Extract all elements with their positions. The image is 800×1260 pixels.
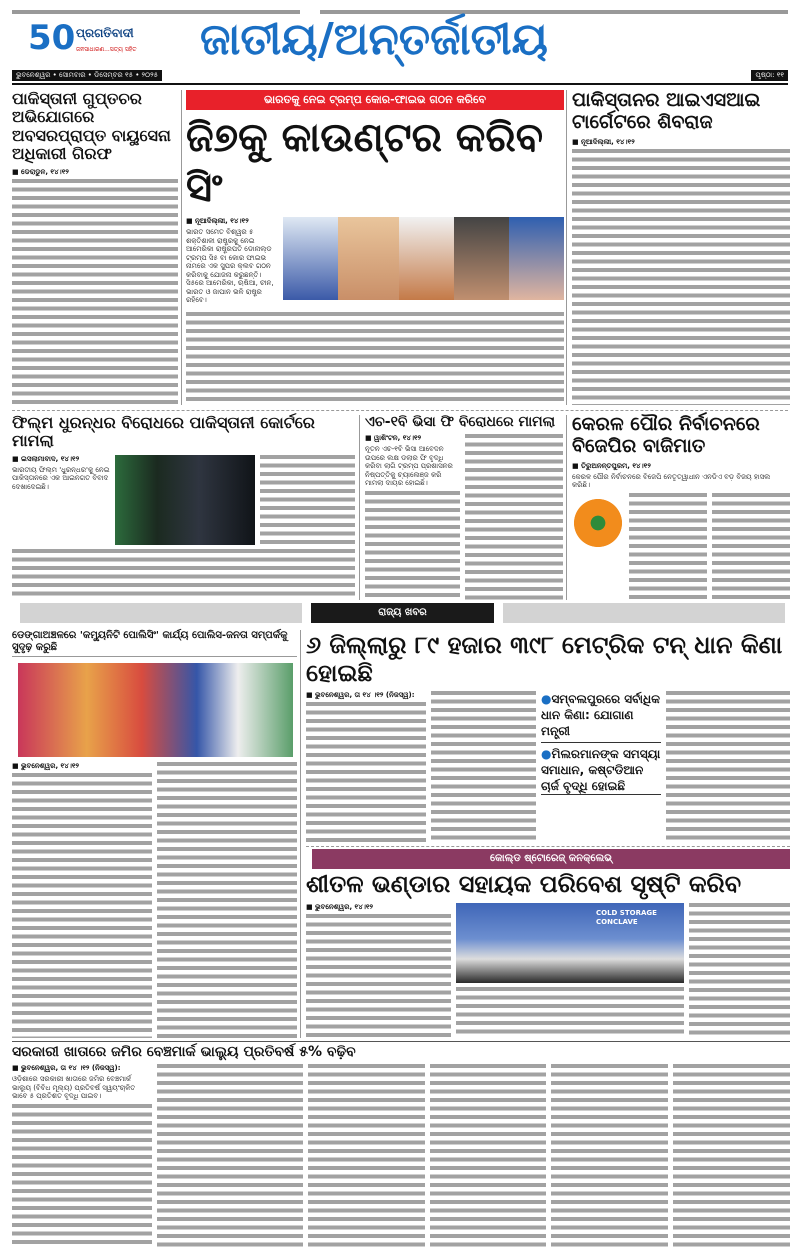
policing-body-text-2 (157, 762, 297, 1038)
land-body-text-3 (308, 1064, 425, 1248)
land-body-text-4 (430, 1064, 547, 1248)
kerala-lede: କେରଳ ପୌର ନିର୍ବାଚନରେ ବିଜେପି ନେତୃତ୍ୱାଧୀନ ଏନଡିଏ ବଡ଼ ବିଜୟ ହାସଲ କରିଛି। (572, 472, 771, 490)
conclave-banner-text: COLD STORAGE CONCLAVE (596, 908, 657, 926)
h1b-body-text (465, 434, 563, 600)
cold-body-text-3 (689, 903, 790, 1038)
lead-kicker: ଭାରତକୁ ନେଇ ଟ୍ରମ୍ପ କୋର-ଫାଇଭ ଗଠନ କରିବେ (186, 90, 564, 110)
divider (566, 90, 567, 405)
land-lede: ଓଡ଼ିଶାରେ ସରକାରୀ ଖାତାରେ ଜମିର ବେଞ୍ଚମାର୍କ ଭାଲ୍ୟୁ (ବିବିଧ ମୂଲ୍ୟ) ପ୍ରତିବର୍ଷ ସ୍ୱୟଂଚାଳିତ ଭାବେ ୫ ପ୍ରତିଶତ ବୃଦ୍ଧି ପାଇବ। (12, 1075, 136, 1101)
paddy-row (306, 691, 790, 842)
spy-body-text (12, 179, 178, 405)
page-number: ପୃଷ୍ଠା: ୧୧ (751, 70, 788, 81)
bullet-dot-icon: ● (541, 692, 552, 707)
land-row (12, 1064, 790, 1248)
isi-body-text (572, 149, 790, 405)
state-news-band: ରାଜ୍ୟ ଖବର (311, 603, 494, 623)
paddy-body-text (306, 702, 426, 842)
spy-byline: ■ ଡେରାଡୁନ, ୧୪।୧୨ (12, 167, 69, 176)
land-body-text-5 (551, 1064, 668, 1248)
paper-name: ପ୍ରଗତିବାଦୀ (76, 26, 134, 40)
land-body-text-6 (673, 1064, 790, 1248)
kerala-headline: କେରଳ ପୌର ନିର୍ବାଚନରେ ବିଜେପିର ବାଜିମାତ (572, 413, 760, 457)
highlight-item (541, 743, 661, 795)
lead-intro (186, 217, 278, 308)
band-rule-right (503, 603, 785, 623)
paddy-body-text-3 (666, 691, 790, 842)
lead-headline: ଜି୭କୁ କାଉଣ୍ଟର କରିବ ସିଂ (186, 115, 543, 211)
highlight-item (541, 691, 661, 743)
film-body-text (260, 455, 355, 545)
cold-body-text-2 (456, 987, 684, 1038)
kerala-body-text-2 (712, 493, 790, 600)
spy-story (12, 90, 178, 405)
cold-col-1 (306, 903, 451, 1038)
land-body-text-2 (157, 1064, 303, 1248)
section-divider (306, 846, 790, 847)
land-body-text (12, 1104, 152, 1248)
film-top-row (12, 455, 355, 545)
dateline: ଭୁବନେଶ୍ୱର • ସୋମବାର • ଡିସେମ୍ବର ୧୫ • ୨୦୨୫ (12, 70, 162, 81)
policing-headline: ଡେଙ୍ଗାଅଞ୍ଚଳରେ 'କମ୍ୟୁନିଟି ପୋଲିସିଂ' କାର୍ଯ୍ୟ ପୋଲିସ-ଜନତା ସମ୍ପର୍କକୁ ସୁଦୃଢ଼ କରୁଛି (12, 630, 297, 657)
bullet-dot-icon: ● (541, 747, 552, 762)
divider (181, 90, 182, 405)
section-divider (12, 410, 788, 411)
policing-byline: ■ ଭୁବନେଶ୍ୱର, ୧୪।୧୨ (12, 762, 79, 770)
paddy-story (306, 632, 790, 842)
conclave-photo (456, 903, 684, 983)
land-byline: ■ ଭୁବନେଶ୍ୱର, ତା ୧୪ ।୧୨ (ନିଜସ୍ୱ): (12, 1064, 121, 1073)
leaders-photo-strip (283, 217, 564, 300)
kerala-row (572, 493, 790, 600)
lead-byline: ■ ନୂଆଦିଲ୍ଲୀ, ୧୪।୧୨ (186, 217, 249, 225)
lead-top-row (186, 217, 564, 308)
masthead-logo (28, 20, 148, 66)
isi-story (572, 90, 790, 405)
land-story (12, 1044, 790, 1248)
land-col-1 (12, 1064, 152, 1248)
leader-photo-1 (283, 217, 338, 300)
lead-lede: ଭାରତ ସମେତ ବିଶ୍ୱର ୫ ଶକ୍ତିଶାଳୀ ରାଷ୍ଟ୍ରକୁ ନେଇ ଆମେରିକା ରାଷ୍ଟ୍ରପତି ଡୋନାଲ୍ଡ ଟ୍ରମ୍ପ ସି୫ ବା କୋର ଫାଇଭ ନାମରେ ଏକ ସୁପର କ୍ଲବ ଗଠନ କରିବାକୁ ଯୋଜନା କରୁଛନ୍ତି। ସି୫ରେ ଆମେରିକା, ଋଷିଆ, ଚୀନ, ଭାରତ ଓ ଜାପାନ ଭଳି ରାଷ୍ଟ୍ର ରହିବେ। (186, 228, 274, 304)
h1b-body-text-2 (365, 491, 460, 600)
divider (359, 415, 360, 600)
kerala-byline: ■ ତିରୁଅନନ୍ତପୁରମ, ୧୪।୧୨ (572, 461, 651, 470)
paddy-headline: ୬ ଜିଲ୍ଲାରୁ ୮୯ ହଜାର ୩୯୮ ମେଟ୍ରିକ ଟନ୍ ଧାନ କିଣା ହୋଇଛି (306, 631, 783, 687)
kerala-body-text (629, 493, 707, 600)
isi-byline: ■ ନୂଆଦିଲ୍ଲୀ, ୧୪।୧୨ (572, 137, 635, 146)
land-headline: ସରକାରୀ ଖାତାରେ ଜମିର ବେଞ୍ଚମାର୍କ ଭାଲ୍ୟୁ ପ୍ରତିବର୍ଷ ୫% ବଢ଼ିବ (12, 1044, 356, 1060)
spy-headline: ପାକିସ୍ତାନୀ ଗୁପ୍ତଚର ଅଭିଯୋଗରେ ଅବସରପ୍ରାପ୍ତ ବାୟୁସେନା ଅଧିକାରୀ ଗିରଫ (12, 89, 171, 164)
kerala-story (572, 414, 790, 600)
h1b-lede: ନୂତନ ଏଚ-୧ବି ଭିସା ଆବେଦନ ଉପରେ ଲକ୍ଷ ଡଲାର ଫି ବୃଦ୍ଧି କରିବା ଲାଗି ଟ୍ରମ୍ପ ପ୍ରଶାସନର ନିଷ୍ପତ୍ତିକୁ ଚ୍ୟାଲେଞ୍ଜ କରି ମାମଲା ଦାୟର ହୋଇଛି। (365, 445, 453, 488)
highlight-text: ମିଲରମାନଙ୍କ ସମସ୍ୟା ସମାଧାନ, କଷ୍ଟଡିଆନ ଚାର୍ଜ ବୃଦ୍ଧି ହୋଇଛି (541, 747, 661, 794)
paddy-highlight-box (541, 691, 661, 842)
cold-kicker: କୋଲ୍ଡ ଷ୍ଟୋରେଜ୍ କନକ୍ଲେଭ୍ (312, 849, 790, 869)
film-byline: ■ ଇସଲାମାବାଦ, ୧୪।୧୨ (12, 454, 80, 463)
policing-photo (18, 663, 293, 757)
divider (566, 415, 567, 600)
h1b-headline: ଏଚ-୧ବି ଭିସା ଫି ବିରୋଧରେ ମାମଲା (365, 414, 556, 430)
film-body-text-2 (12, 549, 355, 600)
policing-story (12, 630, 297, 1038)
policing-row (12, 762, 297, 1038)
film-intro (12, 455, 110, 545)
film-headline: ଫିଲ୍ମ ଧୁରନ୍ଧର ବିରୋଧରେ ପାକିସ୍ତାନୀ କୋର୍ଟରେ ମାମଲା (12, 413, 315, 451)
cold-story (306, 849, 790, 1038)
h1b-intro (365, 434, 460, 600)
tagline: ଜନସାଧାରଣ...ସତ୍ୟ ସହିତ (76, 46, 137, 53)
lead-body-text (186, 312, 564, 406)
leader-photo-4 (454, 217, 509, 300)
leader-photo-5 (509, 217, 564, 300)
h1b-row (365, 434, 563, 600)
cold-headline: ଶୀତଳ ଭଣ୍ଡାର ସହାୟକ ପରିବେଶ ସୃଷ୍ଟି କରିବ (306, 870, 742, 898)
h1b-story (365, 414, 563, 600)
divider (12, 1041, 790, 1042)
film-photo (115, 455, 255, 545)
film-lede: ଭାରତୀୟ ଫିଲ୍ମ 'ଧୁରନ୍ଧର'କୁ ନେଇ ପାକିସ୍ତାନରେ ଏକ ଆଇନଗତ ବିବାଦ ଦେଖାଦେଇଛି। (12, 465, 110, 491)
band-rule-left (20, 603, 302, 623)
bjp-lotus-logo (572, 493, 624, 553)
cold-body-text (306, 914, 451, 1038)
policing-col-1 (12, 762, 152, 1038)
section-title: ଜାତୀୟ/ଅନ୍ତର୍ଜାତୀୟ (200, 14, 548, 65)
cold-col-2 (456, 903, 684, 1038)
highlight-text: ସମ୍ବଲପୁରରେ ସର୍ବାଧିକ ଧାନ କିଣା: ଯୋଗାଣ ମନ୍ତ୍ରୀ (541, 692, 661, 739)
paddy-byline: ■ ଭୁବନେଶ୍ୱର, ତା ୧୪ ।୧୨ (ନିଜସ୍ୱ): (306, 691, 415, 700)
leader-photo-3 (399, 217, 454, 300)
h1b-byline: ■ ୱାଶିଂଟନ, ୧୪।୧୨ (365, 434, 422, 443)
policing-body-text (12, 773, 152, 1038)
logo-number: 50 (28, 18, 76, 58)
leader-photo-2 (338, 217, 399, 300)
film-story (12, 414, 355, 600)
isi-headline: ପାକିସ୍ତାନର ଆଇଏସଆଇ ଟାର୍ଗେଟରେ ଶିବରାଜ (572, 89, 761, 133)
lead-story (186, 90, 564, 405)
paddy-col-1 (306, 691, 426, 842)
divider (300, 630, 301, 1038)
paddy-body-text-2 (431, 691, 536, 842)
cold-row (306, 903, 790, 1038)
cold-byline: ■ ଭୁବନେଶ୍ୱର, ୧୪।୧୨ (306, 902, 373, 911)
header-divider (12, 83, 788, 85)
